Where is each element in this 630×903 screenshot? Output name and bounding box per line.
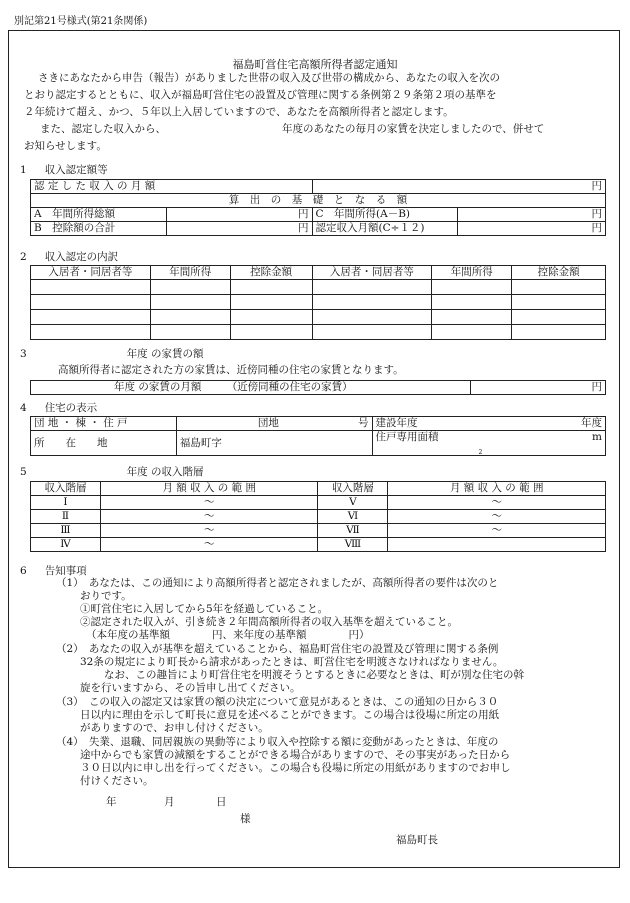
col-range-left: 月 額 収 入 の 範 囲 bbox=[100, 482, 318, 496]
level-5: Ⅴ bbox=[318, 496, 388, 510]
col-member-2: 入居者・同居者等 bbox=[312, 266, 432, 280]
section-5-heading: 5 年度 の収入階層 bbox=[20, 466, 204, 478]
notice-line-12: がありますので、お申し付けください。 bbox=[80, 722, 269, 734]
monthly-income-label: 認 定 し た 収 入 の 月 額 bbox=[31, 180, 313, 194]
section-1-heading: 1 収入認定額等 bbox=[20, 164, 108, 176]
notice-line-8: なお、この趣旨により町営住宅を明渡そうとするときに必要なときは、町が別な住宅の斡 bbox=[104, 669, 524, 681]
notice-line-7: 32条の規定により町長から請求があったときは、町営住宅を明渡さなければなりません。 bbox=[80, 656, 504, 668]
range-5: ～ bbox=[388, 496, 606, 510]
notice-line-13: （4） 失業、退職、同居親族の異動等により収入や控除する額に変動があったときは、年度の bbox=[56, 736, 499, 748]
certified-monthly-yen: 円 bbox=[458, 222, 606, 236]
annual-total-yen: 円 bbox=[166, 208, 312, 222]
date-year: 年 bbox=[106, 796, 117, 808]
area-unit: m bbox=[592, 431, 602, 443]
table-row bbox=[31, 280, 606, 295]
notice-line-3: ①町営住宅に入居してから5年を経過していること。 bbox=[80, 603, 329, 615]
col-deduction-1: 控除金額 bbox=[230, 266, 312, 280]
housing-table bbox=[30, 416, 606, 456]
notice-line-9: 旋を行いますから、その旨申し出てください。 bbox=[80, 682, 301, 694]
notice-line-2: おりです。 bbox=[80, 590, 132, 602]
col-income-2: 年間所得 bbox=[432, 266, 512, 280]
col-level-left: 収入階層 bbox=[31, 482, 101, 496]
table-row bbox=[31, 510, 606, 524]
notice-line-11: 日以内に理由を示して町長に意見を述べることができます。この場合は役場に所定の用紙 bbox=[80, 709, 500, 721]
notice-line-16: 付けください。 bbox=[80, 775, 154, 787]
address-value: 福島町字 bbox=[176, 431, 372, 456]
unit-label: 団 地 ・ 棟 ・ 住 戸 bbox=[31, 417, 177, 431]
monthly-income-yen: 円 bbox=[312, 180, 606, 194]
build-year-label: 建設年度 bbox=[375, 417, 418, 429]
income-table bbox=[30, 179, 606, 236]
deduction-total-label: B 控除額の合計 bbox=[31, 222, 167, 236]
notice-line-14: 途中からでも家賃の減額をすることができる場合がありますので、その事実があった日から bbox=[80, 749, 511, 761]
rent-note: （近傍同種の住宅の家賃） bbox=[226, 381, 353, 393]
intro-line-3: ２年続けて超え、かつ、５年以上入居していますので、あなたを高額所得者と認定します。 bbox=[24, 106, 454, 118]
rent-explanation: 高額所得者に認定された方の家賃は、近傍同種の住宅の家賃となります。 bbox=[58, 364, 404, 376]
table-row bbox=[31, 496, 606, 510]
range-6: ～ bbox=[388, 510, 606, 524]
level-8: Ⅷ bbox=[318, 538, 388, 552]
intro-line-4a: また、認定した収入から、 bbox=[40, 123, 166, 135]
issuer-mayor: 福島町長 bbox=[396, 834, 438, 846]
col-range-right: 月 額 収 入 の 範 囲 bbox=[388, 482, 606, 496]
estate-cell bbox=[176, 417, 372, 431]
table-row bbox=[31, 524, 606, 538]
build-year-cell bbox=[372, 417, 605, 431]
intro-line-2: とおり認定するとともに、収入が福島町営住宅の設置及び管理に関する条例第２９条第２項の基準を bbox=[24, 89, 497, 101]
range-7: ～ bbox=[388, 524, 606, 538]
table-row bbox=[31, 538, 606, 552]
level-7: Ⅶ bbox=[318, 524, 388, 538]
floor-area-label: 住戸専用面積 bbox=[375, 431, 439, 443]
deduction-total-yen: 円 bbox=[166, 222, 312, 236]
table-row bbox=[31, 295, 606, 310]
date-month: 月 bbox=[164, 796, 175, 808]
notice-line-6: （2） あなたの収入が基準を超えていることから、福島町営住宅の設置及び管理に関する条例 bbox=[56, 643, 499, 655]
col-level-right: 収入階層 bbox=[318, 482, 388, 496]
range-1: ～ bbox=[100, 496, 318, 510]
section-3-heading: 3 年度 の家賃の額 bbox=[20, 348, 204, 360]
annual-total-label: A 年間所得総額 bbox=[31, 208, 167, 222]
page-title: 福島町営住宅高額所得者認定通知 bbox=[232, 58, 398, 71]
section-2-heading: 2 収入認定の内訳 bbox=[20, 251, 119, 263]
section-6-heading: 6 告知事項 bbox=[20, 565, 87, 577]
col-member-1: 入居者・同居者等 bbox=[31, 266, 151, 280]
table-row bbox=[31, 325, 606, 340]
number-label: 号 bbox=[358, 417, 369, 429]
range-2: ～ bbox=[100, 510, 318, 524]
date-day: 日 bbox=[216, 796, 227, 808]
breakdown-table bbox=[30, 265, 606, 340]
rent-label-cell bbox=[31, 381, 471, 395]
level-2: Ⅱ bbox=[31, 510, 101, 524]
year-unit: 年度 bbox=[581, 417, 602, 429]
annual-income-label: C 年間所得(A－B) bbox=[312, 208, 458, 222]
intro-line-1: さきにあなたから申告（報告）がありました世帯の収入及び世帯の構成から、あなたの収入を次の bbox=[38, 72, 500, 84]
notice-line-10: （3） この収入の認定又は家賃の額の決定について意見があるときは、この通知の日から３０ bbox=[56, 696, 499, 708]
recipient-honorific: 様 bbox=[240, 813, 251, 825]
floor-area-cell bbox=[372, 431, 605, 456]
address-label: 所 在 地 bbox=[31, 431, 177, 456]
rent-label: 年度 の家賃の月額 bbox=[114, 381, 202, 393]
annual-income-yen: 円 bbox=[458, 208, 606, 222]
estate-label: 団地 bbox=[257, 417, 279, 429]
notice-line-4: ②認定された収入が、引き続き２年間高額所得者の収入基準を超えていること。 bbox=[80, 616, 458, 628]
col-income-1: 年間所得 bbox=[150, 266, 230, 280]
basis-header: 算 出 の 基 礎 と な る 額 bbox=[31, 194, 606, 208]
intro-line-4b: 年度のあなたの毎月の家賃を決定しましたので、併せて bbox=[282, 123, 545, 135]
intro-line-5: お知らせします。 bbox=[24, 140, 107, 152]
form-number: 別記第21号様式(第21条関係) bbox=[14, 16, 148, 27]
level-4: Ⅳ bbox=[31, 538, 101, 552]
level-6: Ⅵ bbox=[318, 510, 388, 524]
range-4: ～ bbox=[100, 538, 318, 552]
rent-table bbox=[30, 380, 606, 395]
rent-yen: 円 bbox=[470, 381, 606, 395]
notice-line-15: ３０日以内に申し出を行ってください。この場合も役場に所定の用紙がありますのでお申し bbox=[80, 762, 511, 774]
income-level-table bbox=[30, 481, 606, 552]
area-unit-superscript: 2 bbox=[478, 449, 483, 456]
notice-line-5: （本年度の基準額 円、来年度の基準額 円） bbox=[86, 629, 370, 641]
table-row bbox=[31, 310, 606, 325]
notice-line-1: （1） あなたは、この通知により高額所得者と認定されましたが、高額所得者の要件は次のと bbox=[56, 577, 499, 589]
level-3: Ⅲ bbox=[31, 524, 101, 538]
certified-monthly-label: 認定収入月額(C÷１２) bbox=[312, 222, 458, 236]
range-8 bbox=[388, 538, 606, 552]
range-3: ～ bbox=[100, 524, 318, 538]
level-1: Ⅰ bbox=[31, 496, 101, 510]
col-deduction-2: 控除金額 bbox=[512, 266, 606, 280]
section-4-heading: 4 住宅の表示 bbox=[20, 402, 98, 414]
